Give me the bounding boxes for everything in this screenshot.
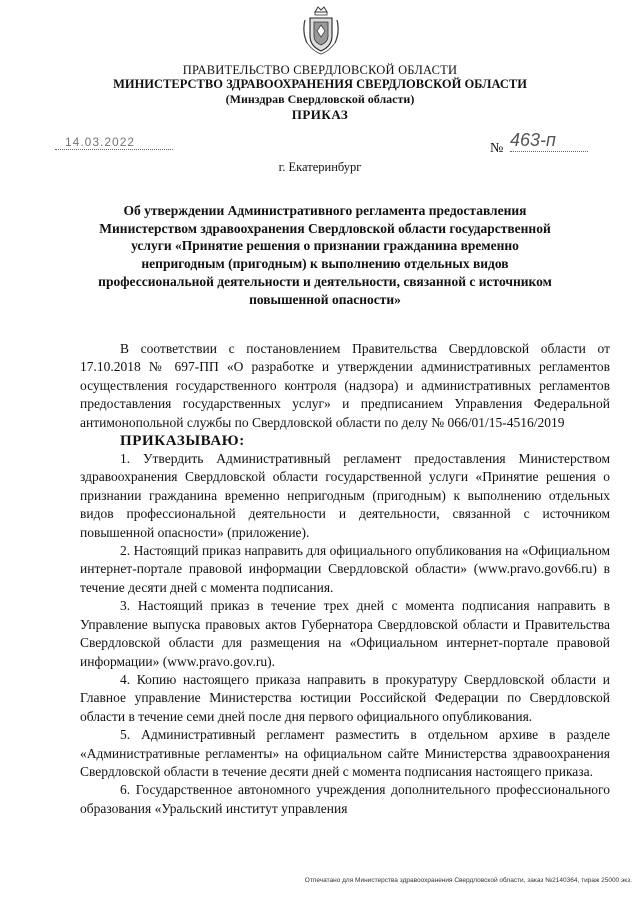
order-item-3: 3. Настоящий приказ в течение трех дней с момента подписания направить в Управление выпуска правовых актов Губернатора Свердловской области и Правительства Свердловской области для размещения на «Официальном интернет-портале правовой информации» (www.pravo.gov.ru).	[80, 598, 610, 669]
document-type: ПРИКАЗ	[291, 107, 349, 122]
ministry-short-name: (Минздрав Свердловской области)	[225, 92, 415, 106]
preamble: В соответствии с постановлением Правительства Свердловской области от 17.10.2018 № 697-ПП «О разработке и утверждении административных регламентов осуществления государственного контроля (надзора) и административных регламентов предоставления государственных услуг» и предписанием Управления Федеральной антимонопольной службы по Свердловской области по делу № 066/01/15-4516/2019	[80, 341, 610, 430]
order-item-2: 2. Настоящий приказ направить для официального опубликования на «Официальном интернет-портале правовой информации Свердловской области» (www.pravo.gov66.ru) в течение десяти дней с момента подписания.	[80, 543, 610, 595]
decree-heading: ПРИКАЗЫВАЮ:	[120, 433, 245, 450]
order-item-5: 5. Административный регламент разместить в отдельном архиве в разделе «Административные регламенты» на официальном сайте Министерства здравоохранения Свердловской области в течение десяти дней с момента подписания настоящего приказа.	[80, 727, 610, 779]
document-body	[80, 340, 610, 818]
order-item-6: 6. Государственное автономного учреждения дополнительного профессионального образования «Уральский институт управления	[80, 782, 610, 816]
order-number-label: №	[490, 141, 504, 156]
order-item-1: 1. Утвердить Административный регламент предоставления Министерством здравоохранения Свердловской области государственной услуги «Принятие решения о признании гражданина временно непригодным (пригодным) к выполнению отдельных видов профессиональной деятельности и деятельности, связанной с источником повышенной опасности» (приложение).	[80, 451, 610, 540]
coat-of-arms-icon	[301, 6, 341, 56]
document-title: Об утверждении Административного регламента предоставления Министерством здравоохранения Свердловской области государственной услуги «Принятие решения о признании гражданина временно непригодным (пригодным) к выполнению отдельных видов профессиональной деятельности и деятельности, связанной с источником повышенной опасности»	[98, 203, 552, 307]
order-date: 14.03.2022	[55, 135, 173, 150]
print-footer: Отпечатано для Министерства здравоохранения Свердловской области, заказ №2140364, тираж 25000 экз.	[304, 877, 632, 884]
order-item-4: 4. Копию настоящего приказа направить в прокуратуру Свердловской области и Главное управление Министерства юстиции Российской Федерации по Свердловской области в течение семи дней после дня первого официального опубликования.	[80, 671, 610, 724]
city: г. Екатеринбург	[278, 160, 362, 174]
order-number: 463-п	[510, 130, 588, 152]
ministry-name: МИНИСТЕРСТВО ЗДРАВООХРАНЕНИЯ СВЕРДЛОВСКОЙ ОБЛАСТИ	[113, 77, 527, 91]
government-name: ПРАВИТЕЛЬСТВО СВЕРДЛОВСКОЙ ОБЛАСТИ	[182, 63, 458, 77]
